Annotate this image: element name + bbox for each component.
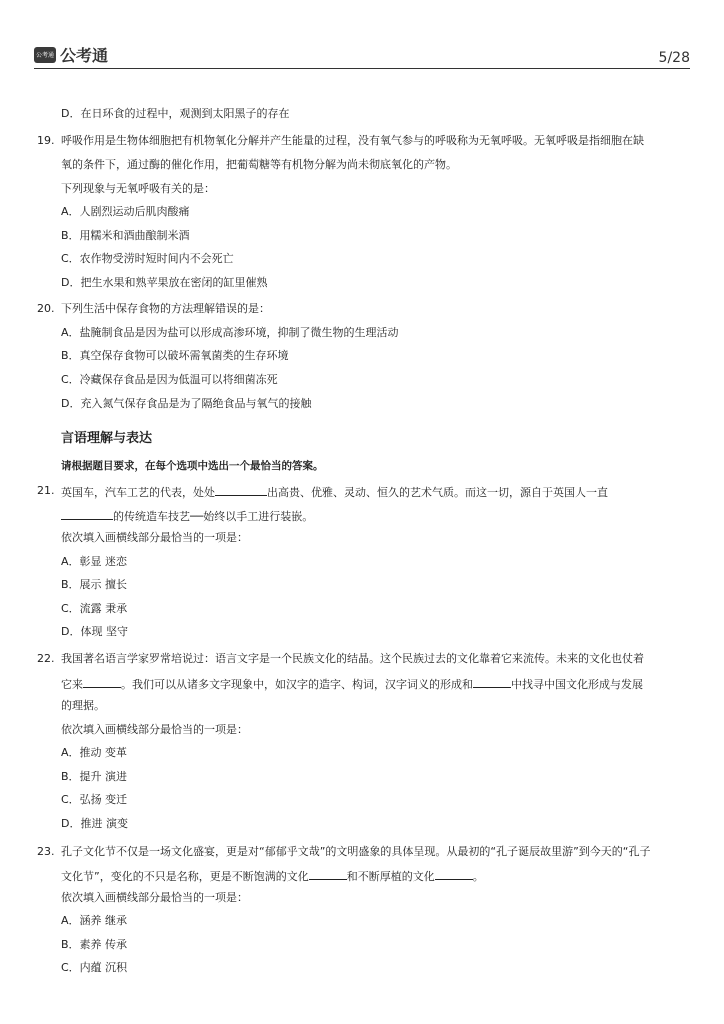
- q23-text-2a: 文化节”，变化的不只是名称，更是不断饱满的文化: [61, 870, 309, 883]
- q23-option-c: C．内蕴 沉积: [61, 961, 128, 974]
- q20-option-c: C．冷藏保存食品是因为低温可以将细菌冻死: [61, 373, 278, 386]
- q19-option-a: A．人剧烈运动后肌肉酸痛: [61, 205, 190, 218]
- q22-option-a: A．推动 变革: [61, 746, 128, 759]
- q22-number: 22.: [37, 652, 55, 665]
- q20-option-a: A．盐腌制食品是因为盐可以形成高渗环境，抑制了微生物的生理活动: [61, 326, 399, 339]
- q22-text-2b: 。我们可以从诸多文字现象中，如汉字的造字、构词，汉字词义的形成和: [121, 678, 473, 691]
- q23-blank-2: [435, 868, 473, 880]
- q21-text-1a: 英国车，汽车工艺的代表，处处: [61, 486, 215, 499]
- q21-text-1b: 出高贵、优雅、灵动、恒久的艺术气质。而这一切，源自于英国人一直: [267, 486, 608, 499]
- q22-blank-2: [473, 676, 511, 688]
- section-instruction: 请根据题目要求，在每个选项中选出一个最恰当的答案。: [61, 460, 324, 472]
- q20-number: 20.: [37, 302, 55, 315]
- q19-option-d: D．把生水果和熟苹果放在密闭的缸里催熟: [61, 276, 268, 289]
- q23-text-2c: 。: [472, 870, 484, 883]
- section-title: 言语理解与表达: [61, 431, 153, 446]
- q20-option-b: B．真空保存食物可以破坏需氧菌类的生存环境: [61, 349, 289, 362]
- logo-text: 公考通: [60, 46, 109, 65]
- q23-line2: [61, 868, 484, 884]
- q21-line1: [61, 484, 608, 500]
- q21-option-d: D．体现 坚守: [61, 625, 128, 638]
- logo: [34, 43, 108, 66]
- q22-line1: 我国著名语言学家罗常培说过：语言文字是一个民族文化的结晶。这个民族过去的文化靠着它来流传。未来的文化也仗着: [61, 652, 644, 665]
- q19-stem-line1: 呼吸作用是生物体细胞把有机物氧化分解并产生能量的过程，没有氧气参与的呼吸称为无氧呼吸。无氧呼吸是指细胞在缺: [61, 134, 644, 147]
- q21-blank-1: [215, 484, 267, 496]
- q22-text-2c: 中找寻中国文化形成与发展: [511, 678, 643, 691]
- q21-option-b: B．展示 擅长: [61, 578, 128, 591]
- q23-blank-1: [309, 868, 347, 880]
- q21-option-c: C．流露 秉承: [61, 602, 128, 615]
- q23-option-b: B．素养 传承: [61, 938, 128, 951]
- q20-option-d: D．充入氮气保存食品是为了隔绝食品与氧气的接触: [61, 397, 312, 410]
- q22-line2: [61, 676, 643, 692]
- q22-question: 依次填入画横线部分最恰当的一项是：: [61, 723, 248, 736]
- q19-option-c: C．农作物受涝时短时间内不会死亡: [61, 252, 234, 265]
- page-header: [34, 40, 690, 69]
- q21-question: 依次填入画横线部分最恰当的一项是：: [61, 531, 248, 544]
- q22-line3: 的理据。: [61, 699, 105, 712]
- q19-number: 19.: [37, 134, 55, 147]
- q22-option-c: C．弘扬 变迁: [61, 793, 128, 806]
- q23-line1: 孔子文化节不仅是一场文化盛宴，更是对“郁郁乎文哉”的文明盛象的具体呈现。从最初的“孔子诞辰故里游”到今天的“孔子: [61, 845, 651, 858]
- logo-badge: 公考通: [34, 47, 56, 63]
- q23-text-2b: 和不断厚植的文化: [346, 870, 435, 883]
- q22-option-b: B．提升 演进: [61, 770, 128, 783]
- q19-question: 下列现象与无氧呼吸有关的是：: [61, 182, 215, 195]
- page-number: 5/28: [658, 50, 690, 66]
- q22-text-2a: 它来: [61, 678, 83, 691]
- q22-option-d: D．推进 演变: [61, 817, 128, 830]
- q21-blank-2: [61, 508, 113, 520]
- q18-option-d: D．在日环食的过程中，观测到太阳黑子的存在: [61, 107, 290, 120]
- q19-stem-line2: 氧的条件下，通过酶的催化作用，把葡萄糖等有机物分解为尚未彻底氧化的产物。: [61, 158, 457, 171]
- q21-line2: [61, 508, 313, 524]
- q23-option-a: A．涵养 继承: [61, 914, 128, 927]
- q23-question: 依次填入画横线部分最恰当的一项是：: [61, 891, 248, 904]
- q23-number: 23.: [37, 845, 55, 858]
- q19-option-b: B．用糯米和酒曲酿制米酒: [61, 229, 190, 242]
- q21-text-2: 的传统造车技艺──始终以手工进行装嵌。: [113, 510, 314, 523]
- q21-option-a: A．彰显 迷恋: [61, 555, 128, 568]
- q21-number: 21.: [37, 484, 55, 497]
- q20-stem: 下列生活中保存食物的方法理解错误的是：: [61, 302, 270, 315]
- q22-blank-1: [83, 676, 121, 688]
